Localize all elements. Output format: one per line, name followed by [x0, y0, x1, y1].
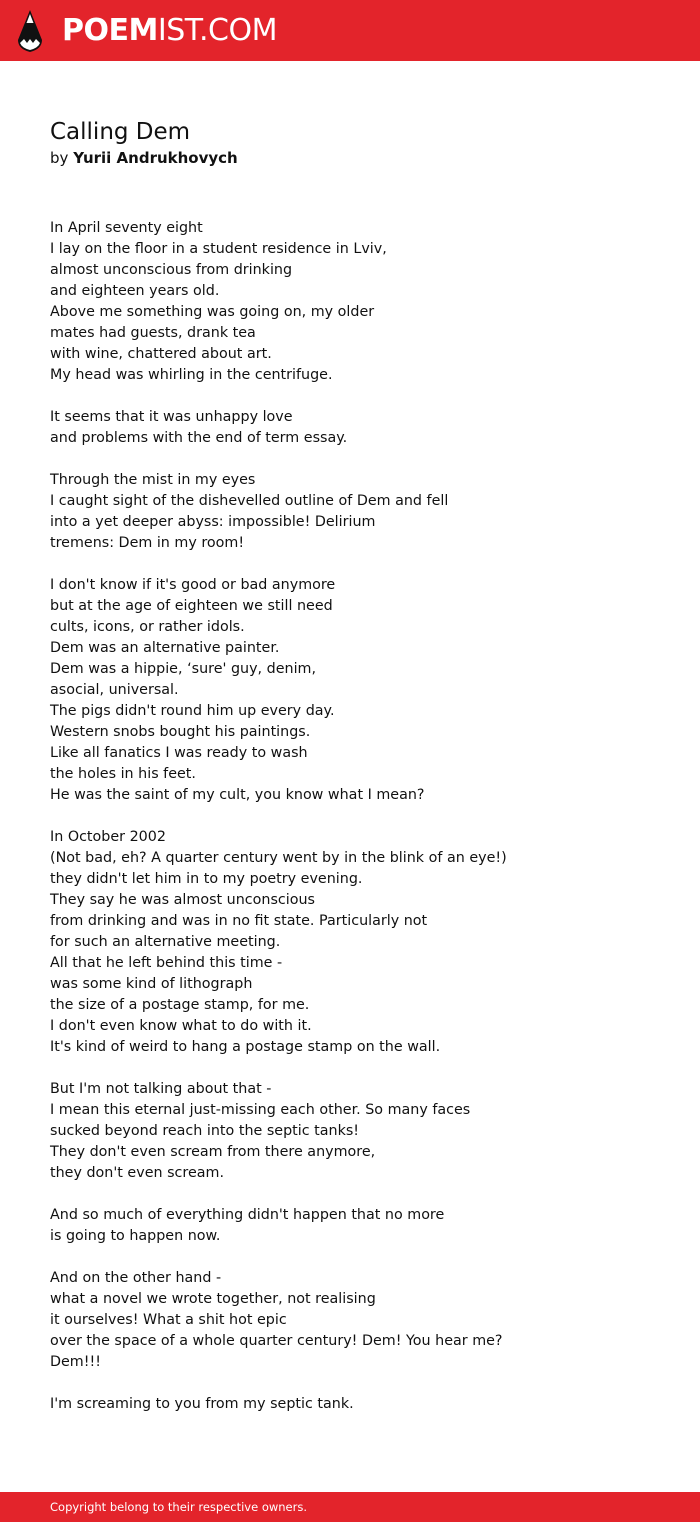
- poem-line: Dem was a hippie, ‘sure' guy, denim,: [50, 661, 317, 677]
- poem-line: He was the saint of my cult, you know what I mean?: [50, 787, 425, 803]
- poem-line: In April seventy eight: [50, 220, 203, 236]
- poem-stanza: [50, 827, 650, 1058]
- poem-line: They don't even scream from there anymore,: [50, 1144, 376, 1160]
- poem-stanza: [50, 218, 650, 386]
- poem-line: mates had guests, drank tea: [50, 325, 256, 341]
- poem-line: In October 2002: [50, 829, 166, 845]
- poem-line: Through the mist in my eyes: [50, 472, 256, 488]
- poem-line: I caught sight of the dishevelled outline of Dem and fell: [50, 493, 449, 509]
- poem-title: Calling Dem: [50, 119, 191, 145]
- byline-label: by: [50, 149, 69, 167]
- poem-line: And on the other hand -: [50, 1270, 222, 1286]
- poem-line: But I'm not talking about that -: [50, 1081, 272, 1097]
- site-header: [0, 0, 700, 61]
- poem-line: My head was whirling in the centrifuge.: [50, 367, 333, 383]
- poem-line: it ourselves! What a shit hot epic: [50, 1312, 287, 1328]
- poem-line: It seems that it was unhappy love: [50, 409, 293, 425]
- poem-stanza: [50, 1268, 650, 1373]
- poem-line: what a novel we wrote together, not realising: [50, 1291, 376, 1307]
- poem-line: was some kind of lithograph: [50, 976, 253, 992]
- poem-line: They say he was almost unconscious: [50, 892, 315, 908]
- poem-line: the size of a postage stamp, for me.: [50, 997, 310, 1013]
- poem-stanza: [50, 1079, 650, 1184]
- poem-line: Dem was an alternative painter.: [50, 640, 280, 656]
- logo-text-bold: POEM: [62, 13, 158, 48]
- poem-stanza: [50, 1205, 650, 1247]
- poem-line: they don't even scream.: [50, 1165, 224, 1181]
- poem-stanza: [50, 1394, 650, 1415]
- poem-body: [50, 218, 650, 1415]
- poem-article: [50, 116, 650, 1415]
- poem-line: for such an alternative meeting.: [50, 934, 281, 950]
- poem-line: I mean this eternal just-missing each other. So many faces: [50, 1102, 471, 1118]
- logo-text-light: IST.COM: [157, 13, 277, 48]
- poem-line: they didn't let him in to my poetry evening.: [50, 871, 363, 887]
- site-footer: [0, 1492, 700, 1522]
- poem-line: Like all fanatics I was ready to wash: [50, 745, 308, 761]
- poem-author: Yurii Andrukhovych: [73, 149, 238, 167]
- poem-line: and problems with the end of term essay.: [50, 430, 348, 446]
- poem-line: All that he left behind this time -: [50, 955, 283, 971]
- copyright-notice: Copyright belong to their respective owners.: [50, 1500, 308, 1514]
- poem-line: is going to happen now.: [50, 1228, 221, 1244]
- poem-stanza: [50, 575, 650, 806]
- poem-line: Above me something was going on, my older: [50, 304, 375, 320]
- poem-line: I don't even know what to do with it.: [50, 1018, 312, 1034]
- poem-line: Western snobs bought his paintings.: [50, 724, 311, 740]
- poem-stanza: [50, 407, 650, 449]
- poem-line: into a yet deeper abyss: impossible! Delirium: [50, 514, 376, 530]
- poem-line: over the space of a whole quarter century! Dem! You hear me?: [50, 1333, 503, 1349]
- poem-line: almost unconscious from drinking: [50, 262, 293, 278]
- poem-line: with wine, chattered about art.: [50, 346, 272, 362]
- pencil-logo-icon[interactable]: [16, 9, 44, 53]
- poem-line: sucked beyond reach into the septic tanks!: [50, 1123, 360, 1139]
- poem-line: the holes in his feet.: [50, 766, 196, 782]
- poem-line: cults, icons, or rather idols.: [50, 619, 245, 635]
- poem-line: It's kind of weird to hang a postage stamp on the wall.: [50, 1039, 441, 1055]
- poem-line: I'm screaming to you from my septic tank.: [50, 1396, 354, 1412]
- poem-line: I lay on the floor in a student residence in Lviv,: [50, 241, 387, 257]
- poem-line: And so much of everything didn't happen that no more: [50, 1207, 445, 1223]
- poem-line: asocial, universal.: [50, 682, 179, 698]
- poem-line: (Not bad, eh? A quarter century went by in the blink of an eye!): [50, 850, 507, 866]
- poem-line: but at the age of eighteen we still need: [50, 598, 333, 614]
- poem-line: Dem!!!: [50, 1354, 101, 1370]
- poem-line: The pigs didn't round him up every day.: [50, 703, 335, 719]
- poem-line: I don't know if it's good or bad anymore: [50, 577, 336, 593]
- poem-line: from drinking and was in no fit state. Particularly not: [50, 913, 428, 929]
- poem-line: and eighteen years old.: [50, 283, 220, 299]
- poem-stanza: [50, 470, 650, 554]
- poem-line: tremens: Dem in my room!: [50, 535, 245, 551]
- site-logo-text[interactable]: [62, 12, 277, 50]
- poem-byline: [50, 148, 650, 168]
